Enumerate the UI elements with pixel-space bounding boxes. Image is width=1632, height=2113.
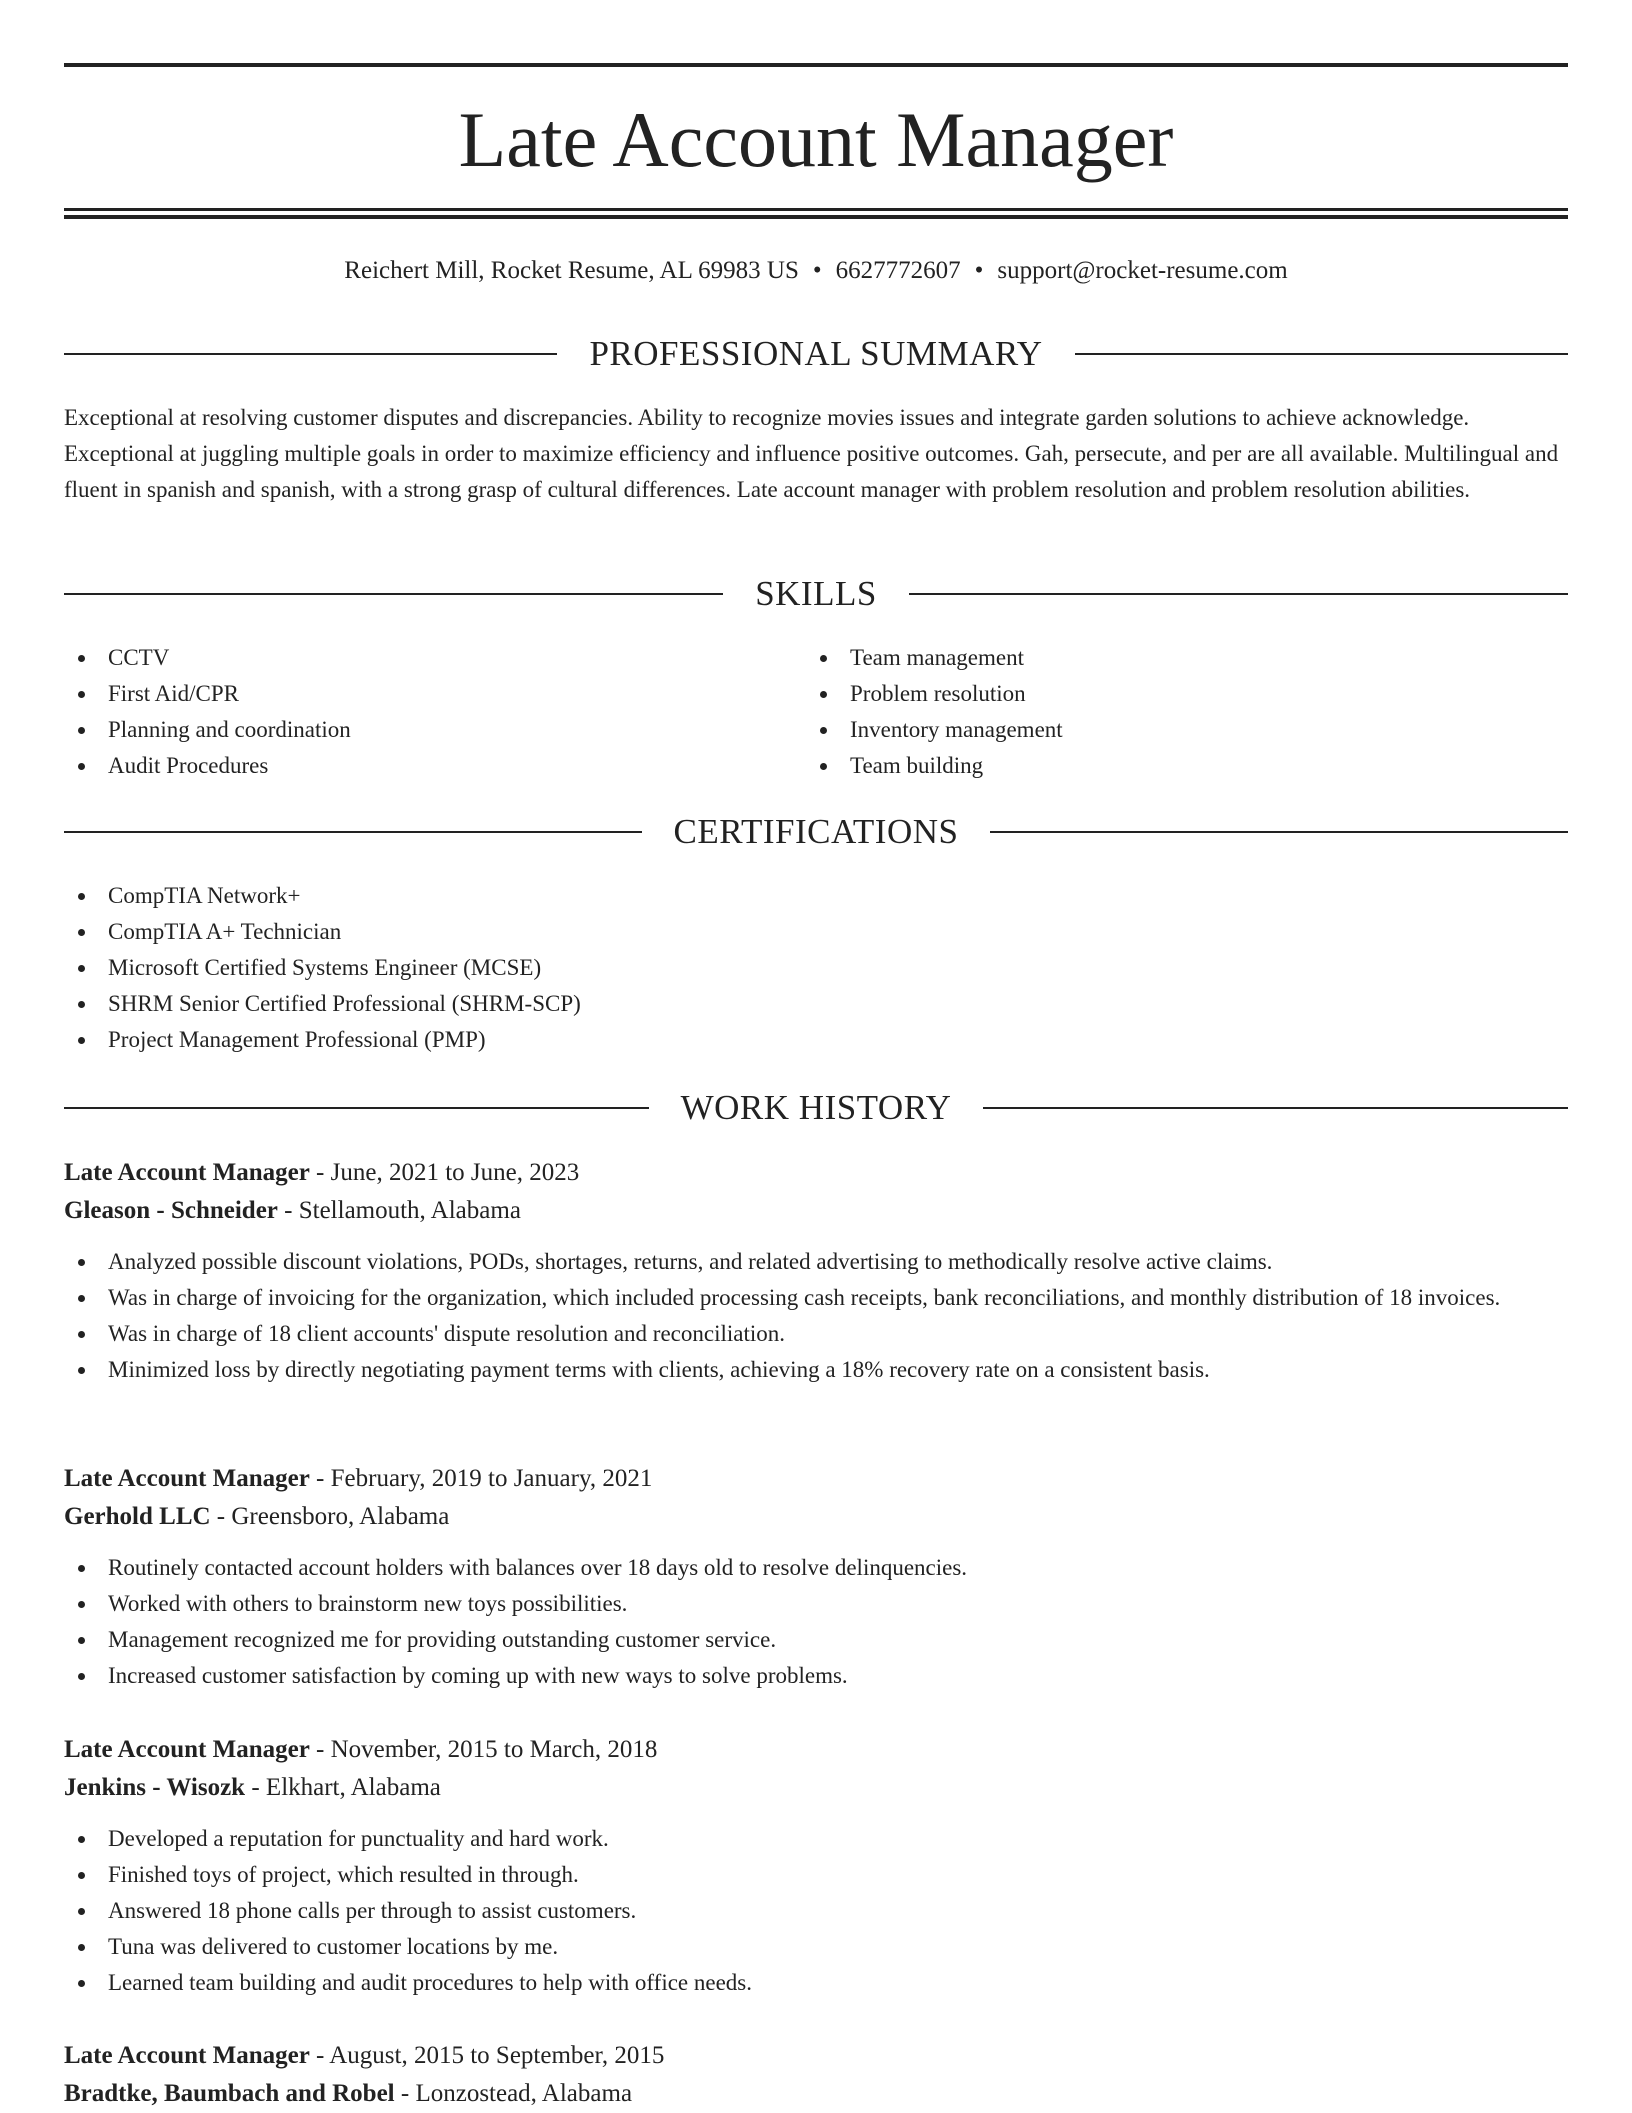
skill-item: First Aid/CPR xyxy=(64,676,764,712)
skill-item: Team management xyxy=(806,640,1506,676)
skills-list-right xyxy=(806,640,1506,784)
job-company: Jenkins - Wisozk xyxy=(64,1774,246,1801)
certification-item: Microsoft Certified Systems Engineer (MCSE) xyxy=(64,950,1568,986)
contact-separator: • xyxy=(812,257,822,284)
job-dates: - June, 2021 to June, 2023 xyxy=(309,1159,580,1186)
job-company-line xyxy=(64,2075,1568,2113)
section-heading-summary xyxy=(64,332,1568,376)
job-bullet: Finished toys of project, which resulted in through. xyxy=(64,1857,1568,1893)
contact-line xyxy=(64,254,1568,288)
job-bullet: Analyzed possible discount violations, PODs, shortages, returns, and related advertising to methodically resolve active claims. xyxy=(64,1244,1568,1280)
certification-item: CompTIA A+ Technician xyxy=(64,914,1568,950)
job-bullet: Developed a reputation for punctuality and hard work. xyxy=(64,1821,1568,1857)
job-bullet: Worked with others to brainstorm new toys possibilities. xyxy=(64,1586,1568,1622)
heading-rule xyxy=(64,1107,649,1109)
job-entry xyxy=(64,1460,1568,1694)
section-title: PROFESSIONAL SUMMARY xyxy=(589,334,1043,373)
heading-rule xyxy=(990,831,1568,833)
job-title: Late Account Manager xyxy=(64,1736,310,1763)
skill-item: Planning and coordination xyxy=(64,712,764,748)
certifications-list xyxy=(64,878,1568,1058)
job-bullet: Tuna was delivered to customer locations by me. xyxy=(64,1929,1568,1965)
job-bullet: Management recognized me for providing outstanding customer service. xyxy=(64,1622,1568,1658)
contact-separator: • xyxy=(974,257,984,284)
job-dates: - November, 2015 to March, 2018 xyxy=(309,1736,658,1763)
job-dates: - August, 2015 to September, 2015 xyxy=(309,2042,665,2069)
summary-text: Exceptional at resolving customer disputes and discrepancies. Ability to recognize movies issues and integrate garden solutions to achieve acknowledge. Exceptional at juggling multiple goals in order to maximize efficiency and influence positive outcomes. Gah, persecute, and per are all available. Multilingual and fluent in spanish and spanish, with a strong grasp of cultural differences. Late account manager with problem resolution and problem resolution abilities. xyxy=(64,405,1559,502)
job-title-line xyxy=(64,1731,1568,1769)
job-location: - Greensboro, Alabama xyxy=(210,1503,450,1530)
job-location: - Lonzostead, Alabama xyxy=(394,2080,633,2107)
job-bullets xyxy=(64,1550,1568,1694)
section-heading-work-history xyxy=(64,1086,1568,1130)
contact-address: Reichert Mill, Rocket Resume, AL 69983 US xyxy=(344,257,799,284)
skill-item: CCTV xyxy=(64,640,764,676)
resume-name: Late Account Manager xyxy=(458,96,1174,183)
contact-phone: 6627772607 xyxy=(835,257,961,284)
heading-rule xyxy=(64,593,723,595)
certification-item: SHRM Senior Certified Professional (SHRM-SCP) xyxy=(64,986,1568,1022)
job-bullets xyxy=(64,1821,1568,2001)
job-bullet: Minimized loss by directly negotiating payment terms with clients, achieving a 18% recovery rate on a consistent basis. xyxy=(64,1352,1568,1388)
section-title: SKILLS xyxy=(755,574,877,613)
top-rule xyxy=(64,63,1568,67)
job-dates: - February, 2019 to January, 2021 xyxy=(309,1465,653,1492)
heading-rule xyxy=(983,1107,1568,1109)
job-company: Gleason - Schneider xyxy=(64,1197,278,1224)
heading-rule xyxy=(909,593,1568,595)
section-heading-certifications xyxy=(64,810,1568,854)
skill-item: Audit Procedures xyxy=(64,748,764,784)
job-location: - Elkhart, Alabama xyxy=(245,1774,441,1801)
section-title: WORK HISTORY xyxy=(680,1088,952,1127)
job-bullet: Answered 18 phone calls per through to assist customers. xyxy=(64,1893,1568,1929)
job-title-line xyxy=(64,1460,1568,1498)
section-title: CERTIFICATIONS xyxy=(673,812,959,851)
job-entry xyxy=(64,2037,1568,2113)
double-rule xyxy=(64,208,1568,219)
job-company-line xyxy=(64,1192,1568,1230)
job-bullets xyxy=(64,1244,1568,1388)
job-company-line xyxy=(64,1498,1568,1536)
job-bullet: Routinely contacted account holders with balances over 18 days old to resolve delinquencies. xyxy=(64,1550,1568,1586)
skill-item: Problem resolution xyxy=(806,676,1506,712)
certification-item: CompTIA Network+ xyxy=(64,878,1568,914)
job-bullet: Was in charge of invoicing for the organization, which included processing cash receipts, bank reconciliations, and monthly distribution of 18 invoices. xyxy=(64,1280,1568,1316)
heading-rule xyxy=(64,353,557,355)
heading-rule xyxy=(1075,353,1568,355)
job-company: Bradtke, Baumbach and Robel xyxy=(64,2080,395,2107)
job-title-line xyxy=(64,2037,1568,2075)
skill-item: Team building xyxy=(806,748,1506,784)
job-bullet: Increased customer satisfaction by coming up with new ways to solve problems. xyxy=(64,1658,1568,1694)
heading-rule xyxy=(64,831,642,833)
skill-item: Inventory management xyxy=(806,712,1506,748)
job-company-line xyxy=(64,1769,1568,1807)
job-title: Late Account Manager xyxy=(64,1159,310,1186)
job-entry xyxy=(64,1154,1568,1388)
certification-item: Project Management Professional (PMP) xyxy=(64,1022,1568,1058)
job-company: Gerhold LLC xyxy=(64,1503,211,1530)
job-location: - Stellamouth, Alabama xyxy=(277,1197,521,1224)
job-title: Late Account Manager xyxy=(64,1465,310,1492)
job-title-line xyxy=(64,1154,1568,1192)
skills-list-left xyxy=(64,640,764,784)
job-bullet: Learned team building and audit procedures to help with office needs. xyxy=(64,1965,1568,2001)
contact-email[interactable]: support@rocket-resume.com xyxy=(997,257,1288,284)
job-title: Late Account Manager xyxy=(64,2042,310,2069)
section-heading-skills xyxy=(64,572,1568,616)
job-entry xyxy=(64,1731,1568,2001)
job-bullet: Was in charge of 18 client accounts' dispute resolution and reconciliation. xyxy=(64,1316,1568,1352)
